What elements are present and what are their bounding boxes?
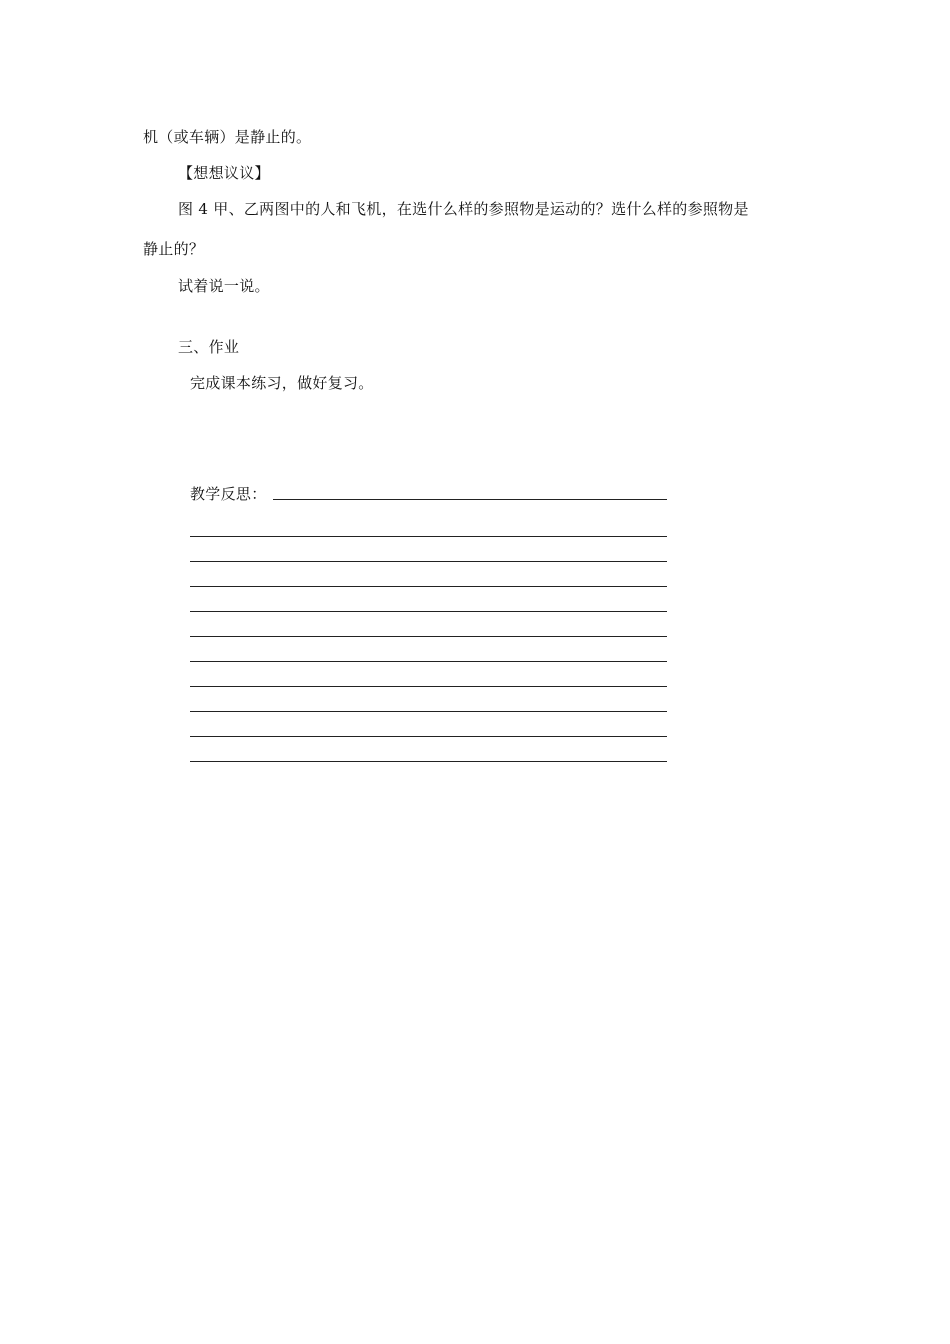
section-heading: 【想想议议】 <box>178 164 270 182</box>
writing-line <box>190 586 667 587</box>
writing-line <box>190 761 667 762</box>
writing-line <box>190 536 667 537</box>
reflection-underline <box>273 499 667 500</box>
prompt-text: 试着说一说。 <box>178 277 270 295</box>
question-line-1: 图 4 甲、乙两图中的人和飞机，在选什么样的参照物是运动的？选什么样的参照物是 <box>178 200 749 218</box>
writing-line <box>190 711 667 712</box>
homework-heading: 三、作业 <box>178 338 240 356</box>
homework-text: 完成课本练习，做好复习。 <box>190 374 374 392</box>
reflection-label: 教学反思： <box>190 485 267 503</box>
writing-line <box>190 661 667 662</box>
writing-line <box>190 611 667 612</box>
paragraph-continuation: 机（或车辆）是静止的。 <box>143 128 312 146</box>
writing-line <box>190 636 667 637</box>
writing-line <box>190 561 667 562</box>
question-line-2: 静止的？ <box>143 240 205 258</box>
writing-line <box>190 686 667 687</box>
writing-line <box>190 736 667 737</box>
